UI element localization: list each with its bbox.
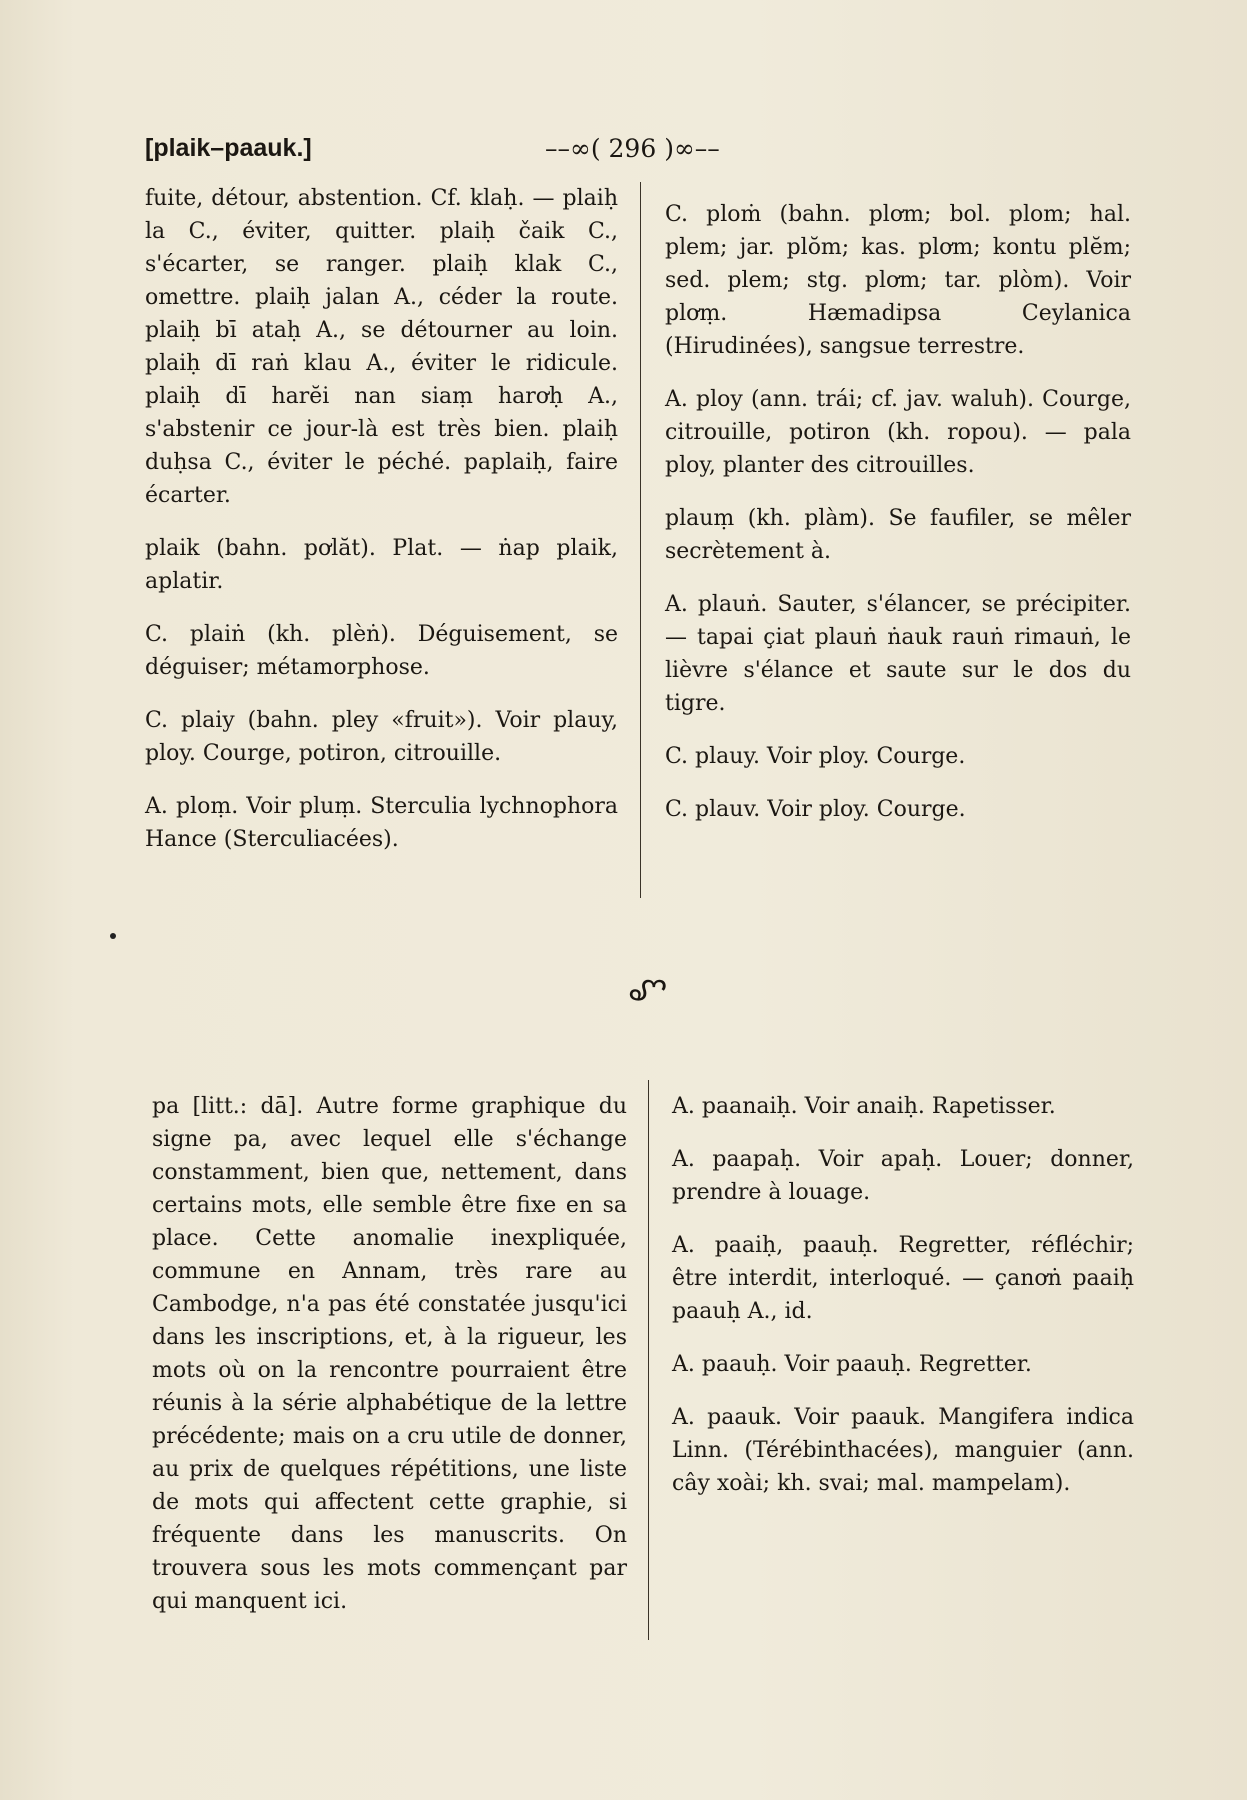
page-header [140,134,1100,174]
entry-text: plaik (bahn. pơlăt). Plat. — ṅap plaik, aplatir. [145,536,618,594]
page-number: ––∞( 296 )∞–– [545,134,720,163]
running-head: [plaik–paauk.] [145,134,312,162]
column-rule-bottom [648,1080,649,1640]
entry-text: plauṃ (kh. plàm). Se faufiler, se mêler secrètement à. [665,506,1131,564]
column-right-top [665,198,1131,846]
column-rule-top [640,182,641,898]
entry-text: C. plauy. Voir ploy. Courge. [665,744,966,769]
entry-text: A. plauṅ. Sauter, s'élancer, se précipiter. — tapai çiat plauṅ ṅauk rauṅ rimauṅ, le lièvre s'élance et saute sur le dos du tigre. [665,592,1131,716]
page-mark [110,933,116,939]
entry-text: C. plauv. Voir ploy. Courge. [665,797,966,822]
entry-text: C. ploṁ (bahn. plơm; bol. plom; hal. plem; jar. plŏm; kas. plơm; kontu plĕm; sed. plem; stg. plơm; tar. plòm). Voir plơṃ. Hæmadipsa Ceylanica (Hirudinées), sangsue terrestre. [665,202,1131,359]
entry-text: A. ploy (ann. trái; cf. jav. waluh). Courge, citrouille, potiron (kh. ropou). — pala ploy, planter des citrouilles. [665,387,1131,478]
section-letter: ꨚ [628,969,668,1009]
entry-text: A. paapaḥ. Voir apaḥ. Louer; donner, prendre à louage. [672,1147,1134,1205]
column-left-bottom [152,1090,627,1638]
entry-text: pa [litt.: dā]. Autre forme graphique du signe pa, avec lequel elle s'échange constamment, bien que, nettement, dans certains mots, elle semble être fixe en sa place. Cette anomalie inexpliquée, commune en Annam, très rare au Cambodge, n'a pas été constatée jusqu'ici dans les inscriptions, et, à la rigueur, les mots où on la rencontre pourraient être réunis à la série alphabétique de la lettre précédente; mais on a cru utile de donner, au prix de quelques répétitions, une liste de mots qui affectent cette graphie, si fréquente dans les manuscrits. On trouvera sous les mots commençant par qui manquent ici. [152,1094,627,1614]
entry-text: A. paanaiḥ. Voir anaiḥ. Rapetisser. [672,1094,1056,1119]
entry-text: C. plaiṅ (kh. plèṅ). Déguisement, se déguiser; métamorphose. [145,622,618,680]
column-right-bottom [672,1090,1134,1520]
entry-text: A. paaiḥ, paauḥ. Regretter, réfléchir; être interdit, interloqué. — çanơṅ paaiḥ paauḥ A., id. [672,1233,1134,1324]
column-left-top [145,182,618,876]
entry-text: fuite, détour, abstention. Cf. klaḥ. — plaiḥ la C., éviter, quitter. plaiḥ čaik C., s'écarter, se ranger. plaiḥ klak C., omettre. plaiḥ jalan A., céder la route. plaiḥ bī ataḥ A., se détourner au loin. plaiḥ dī raṅ klau A., éviter le ridicule. plaiḥ dī harĕi nan siaṃ harơḥ A., s'abstenir ce jour-là est très bien. plaiḥ duḥsa C., éviter le péché. paplaiḥ, faire écarter. [145,186,618,508]
entry-text: A. ploṃ. Voir pluṃ. Sterculia lychnophora Hance (Sterculiacées). [145,794,618,852]
entry-text: A. paauk. Voir paauk. Mangifera indica Linn. (Térébinthacées), manguier (ann. cây xoài; kh. svai; mal. mampelam). [672,1405,1134,1496]
entry-text: C. plaiy (bahn. pley «fruit»). Voir plauy, ploy. Courge, potiron, citrouille. [145,708,618,766]
entry-text: A. paauḥ. Voir paauḥ. Regretter. [672,1352,1032,1377]
